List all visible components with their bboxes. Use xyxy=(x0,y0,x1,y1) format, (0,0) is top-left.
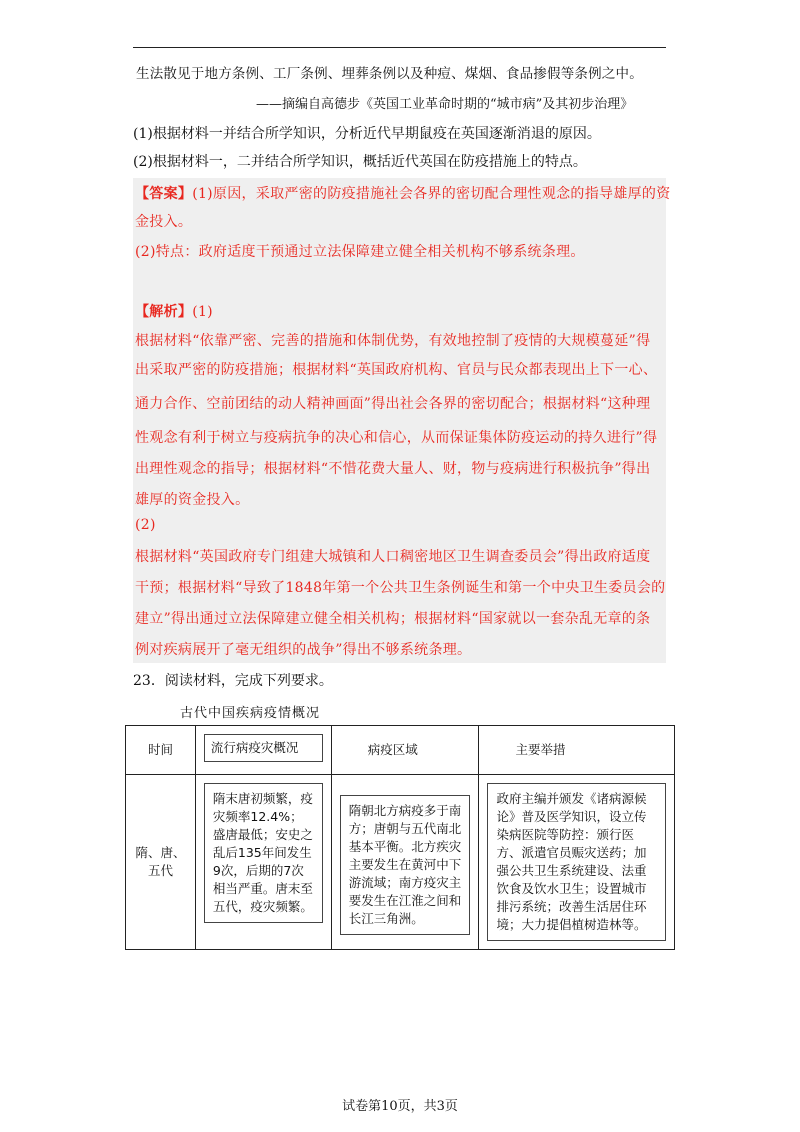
analysis-p2-line: 根据材料“英国政府专门组建大城镇和人口稠密地区卫生调查委员会”得出政府适度 xyxy=(135,549,651,565)
analysis-label: 【解析】 xyxy=(135,304,193,320)
header-time: 时间 xyxy=(126,726,196,775)
answer-line-1: 【答案】(1)原因，采取严密的防疫措施社会各界的密切配合理性观念的指导雄厚的资 xyxy=(135,186,671,202)
header-region: 病疫区域 xyxy=(331,726,479,775)
page-footer: 试卷第10页，共3页 xyxy=(342,1099,458,1114)
table-row xyxy=(126,775,675,950)
analysis-p2-line: 例对疾病展开了毫无组织的战争”得出不够系统条理。 xyxy=(135,642,472,658)
analysis-p1-line: 通力合作、空前团结的动人精神画面”得出社会各界的密切配合；根据材料“这种理 xyxy=(135,396,651,412)
analysis-heading: 【解析】(1) xyxy=(135,304,213,320)
analysis-p1-line: 出理性观念的指导；根据材料“不惜花费大量人、财，物与疫病进行积极抗争”得出 xyxy=(135,461,651,477)
analysis-p2-line: 建立”得出通过立法保障建立健全相关机构；根据材料“国家就以一套杂乱无章的条 xyxy=(135,611,651,627)
header-rule xyxy=(133,47,666,48)
cell-measures: 政府主编并颁发《诸病源候论》普及医学知识，设立传染病医院等防控：颁行医方、派遣官员赈灾送药；加强公共卫生系统建设、法重饮食及饮水卫生；设置城市排污系统；改善生活居住环境；大力提倡植树造林等。 xyxy=(479,775,675,950)
question-1: (1)根据材料一并结合所学知识，分析近代早期鼠疫在英国逐渐消退的原因。 xyxy=(133,126,601,142)
question-2: (2)根据材料一，二并结合所学知识，概括近代英国在防疫措施上的特点。 xyxy=(133,154,587,170)
answer-label: 【答案】 xyxy=(135,186,193,202)
header-measures: 主要举措 xyxy=(479,726,675,775)
cell-time: 隋、唐、五代 xyxy=(126,775,196,950)
analysis-p1-line: 根据材料“依靠严密、完善的措施和体制优势，有效地控制了疫情的大规模蔓延”得 xyxy=(135,333,651,349)
analysis-p1-line: 性观念有利于树立与疫病抗争的决心和信心，从而保证集体防疫运动的持久进行”得 xyxy=(135,430,658,446)
table-title: 古代中国疾病疫情概况 xyxy=(180,706,321,721)
answer-line-2: 金投入。 xyxy=(135,214,193,230)
analysis-p2-line: 干预；根据材料“导致了1848年第一个公共卫生条例诞生和第一个中央卫生委员会的 xyxy=(135,580,666,596)
table-header-row xyxy=(126,726,675,775)
question-23: 23．阅读材料，完成下列要求。 xyxy=(133,673,333,689)
analysis-p1-line: 出采取严密的防疫措施；根据材料“英国政府机构、官员与民众都表现出上下一心、 xyxy=(135,362,658,378)
material-continuation: 生法散见于地方条例、工厂条例、埋葬条例以及种痘、煤烟、食品掺假等条例之中。 xyxy=(136,66,643,82)
header-situation: 流行病疫灾概况 xyxy=(195,726,331,775)
analysis-p1-line: 雄厚的资金投入。 xyxy=(135,492,250,508)
cell-situation: 隋末唐初频繁，疫灾频率12.4%；盛唐最低；安史之乱后135年间发生9次，后期的7次相当严重。唐末至五代，疫灾频繁。 xyxy=(195,775,331,950)
material-source: ——摘编自高德步《英国工业革命时期的“城市病”及其初步治理》 xyxy=(256,97,634,112)
cell-region: 隋朝北方病疫多于南方；唐朝与五代南北基本平衡。北方疾灾主要发生在黄河中下游流域；南方疫灾主要发生在江淮之间和长江三角洲。 xyxy=(331,775,479,950)
answer-line-3: (2)特点：政府适度干预通过立法保障建立健全相关机构不够系统条理。 xyxy=(135,244,585,260)
epidemic-table xyxy=(125,725,675,950)
analysis-part2-marker: (2) xyxy=(135,517,156,533)
